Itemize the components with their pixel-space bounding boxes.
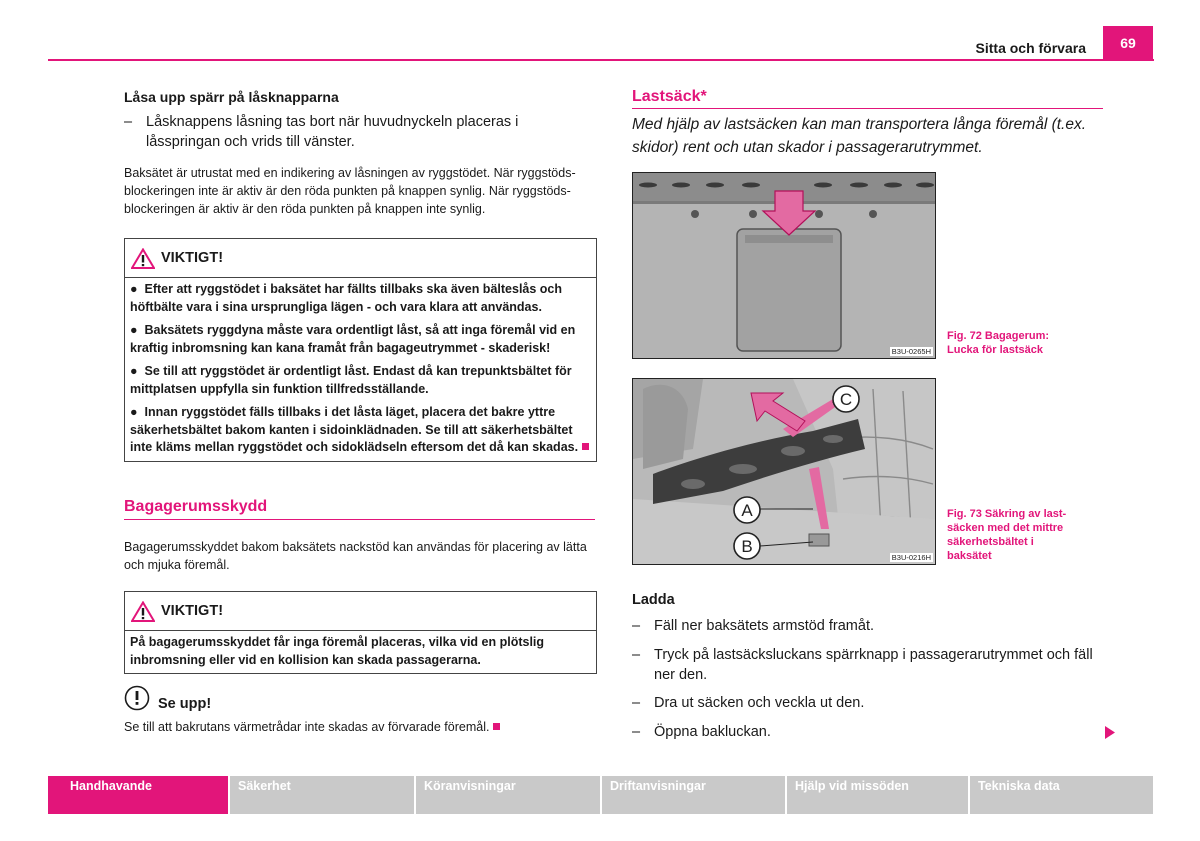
dash-bullet: – <box>632 618 641 634</box>
warning-body <box>125 278 596 461</box>
warning-label: VIKTIGT! <box>161 603 224 619</box>
callout-c: C <box>839 390 853 409</box>
load-list-item <box>632 693 1102 713</box>
unlock-item-text: Låsknappens låsning tas bort när huvudnyckeln placeras i låsspringan och vrids till vänster. <box>146 114 519 150</box>
tab-driftanvisningar[interactable]: Driftanvisningar <box>602 776 785 814</box>
dash-bullet: – <box>632 695 641 711</box>
load-item-text: Dra ut säcken och veckla ut den. <box>654 695 865 711</box>
warning-item <box>130 363 591 398</box>
tab-sakerhet[interactable]: Säkerhet <box>230 776 414 814</box>
warning-item <box>130 404 591 457</box>
warning-item <box>130 322 591 357</box>
load-bag-illustration <box>633 379 935 564</box>
warning-triangle-icon <box>131 601 155 622</box>
end-square-icon <box>493 723 500 730</box>
header-rule <box>48 59 1154 61</box>
load-list-item <box>632 722 1102 742</box>
bullet-icon: ● <box>130 282 145 296</box>
warning-header <box>125 239 596 278</box>
caption-line: Fig. 73 Säkring av last- <box>947 508 1067 520</box>
load-item-text: Tryck på lastsäcksluckans spärrknapp i passagerarutrymmet och fäll ner den. <box>654 647 1093 683</box>
callout-a: A <box>741 501 753 520</box>
unlock-list-item <box>124 112 596 152</box>
warning-text: På bagagerumsskyddet får inga föremål placeras, vilka vid en plötslig inbromsning eller vid en kollision kan skada passagerarna. <box>130 635 545 667</box>
load-item-text: Öppna bakluckan. <box>654 724 771 740</box>
load-item-text: Fäll ner baksätets armstöd framåt. <box>654 618 874 634</box>
warning-item-text: Efter att ryggstödet i baksätet har fällts tillbaks ska även bälteslås och höftbälte vara i sina ursprungliga lägen - och vara klara att användas. <box>130 282 563 314</box>
caption-line: säcken med det mittre <box>947 522 1064 534</box>
figure-code: B3U-0265H <box>891 347 931 356</box>
caption-line: säkerhetsbältet i <box>947 536 1034 548</box>
section-paragraph: Bagagerumsskyddet bakom baksätets nackstöd kan användas för placering av lätta och mjuka föremål. <box>124 540 587 572</box>
page-number: 69 <box>1103 26 1153 60</box>
caution-text <box>124 718 596 736</box>
callout-b: B <box>741 537 753 556</box>
warning-header <box>125 592 596 631</box>
page-header-title: Sitta och förvara <box>975 40 1086 56</box>
tab-hjalp-vid-missoden[interactable]: Hjälp vid missöden <box>787 776 968 814</box>
bullet-icon: ● <box>130 364 145 378</box>
caution-text-content: Se till att bakrutans värmetrådar inte skadas av förvarade föremål. <box>124 720 490 734</box>
caution-exclamation-icon <box>124 685 150 711</box>
load-list-item <box>632 645 1102 685</box>
bullet-icon: ● <box>130 323 145 337</box>
warning-item-text: Se till att ryggstödet är ordentligt låst. Endast då kan trepunktsbältet för mittplatsen uppfylla sin funktion tillfredsställande. <box>130 364 572 396</box>
warning-item-text: Baksätets ryggdyna måste vara ordentligt låst, så att inga föremål vid en kraftig inbromsning kan kana framåt från bagageutrymmet - skaderisk! <box>130 323 576 355</box>
end-square-icon <box>582 443 589 450</box>
unlock-heading: Låsa upp spärr på låsknapparna <box>124 89 339 105</box>
next-page-arrow-icon[interactable] <box>1105 726 1115 739</box>
figure-73-caption <box>947 507 1077 563</box>
figure-73 <box>632 378 936 565</box>
caution-header <box>124 684 211 712</box>
dash-bullet: – <box>632 647 641 663</box>
figure-code: B3U-0216H <box>891 553 931 562</box>
section-rule <box>632 108 1103 109</box>
tab-tekniska-data[interactable]: Tekniska data <box>970 776 1153 814</box>
warning-label: VIKTIGT! <box>161 250 224 266</box>
caution-label: Se upp! <box>158 696 212 712</box>
tab-koranvisningar[interactable]: Köranvisningar <box>416 776 600 814</box>
section-rule <box>124 519 595 520</box>
trunk-hatch-illustration <box>633 173 935 358</box>
figure-72-caption: Fig. 72 Bagagerum: Lucka för lastsäck <box>947 330 1050 356</box>
warning-box-1 <box>124 238 597 462</box>
caption-line: baksätet <box>947 550 992 562</box>
intro-paragraph: Med hjälp av lastsäcken kan man transportera långa föremål (t.ex. skidor) rent och utan skador i passagerarutrymmet. <box>632 116 1087 156</box>
warning-box-2 <box>124 591 597 674</box>
load-heading: Ladda <box>632 592 675 608</box>
warning-body <box>125 631 596 673</box>
warning-item-text: Innan ryggstödet fälls tillbaks i det låsta läget, placera det bakre yttre säkerhetsbältet bakom kanten i sidoinklädnaden. Se till att säkerhetsbältet inte kläms mellan ryggstödet och sidoklädseln eftersom det då kan skadas. <box>130 405 579 454</box>
warning-triangle-icon <box>131 248 155 269</box>
dash-bullet: – <box>124 114 133 130</box>
unlock-paragraph: Baksätet är utrustat med en indikering av låsningen av ryggstödet. När ryggstöds-blockeringen inte är aktiv är den röda punkten på knappen synlig. När ryggstöds-blockeringen är aktiv är den röda punkten på knappen inte synlig. <box>124 166 576 216</box>
warning-item <box>130 281 591 316</box>
tab-handhavande[interactable]: Handhavande <box>48 776 228 814</box>
section-title-lastsack: Lastsäck* <box>632 88 707 105</box>
load-list-item <box>632 616 1102 636</box>
section-title-bagagerumsskydd: Bagagerumsskydd <box>124 498 268 515</box>
dash-bullet: – <box>632 724 641 740</box>
figure-72 <box>632 172 936 359</box>
bullet-icon: ● <box>130 405 145 419</box>
